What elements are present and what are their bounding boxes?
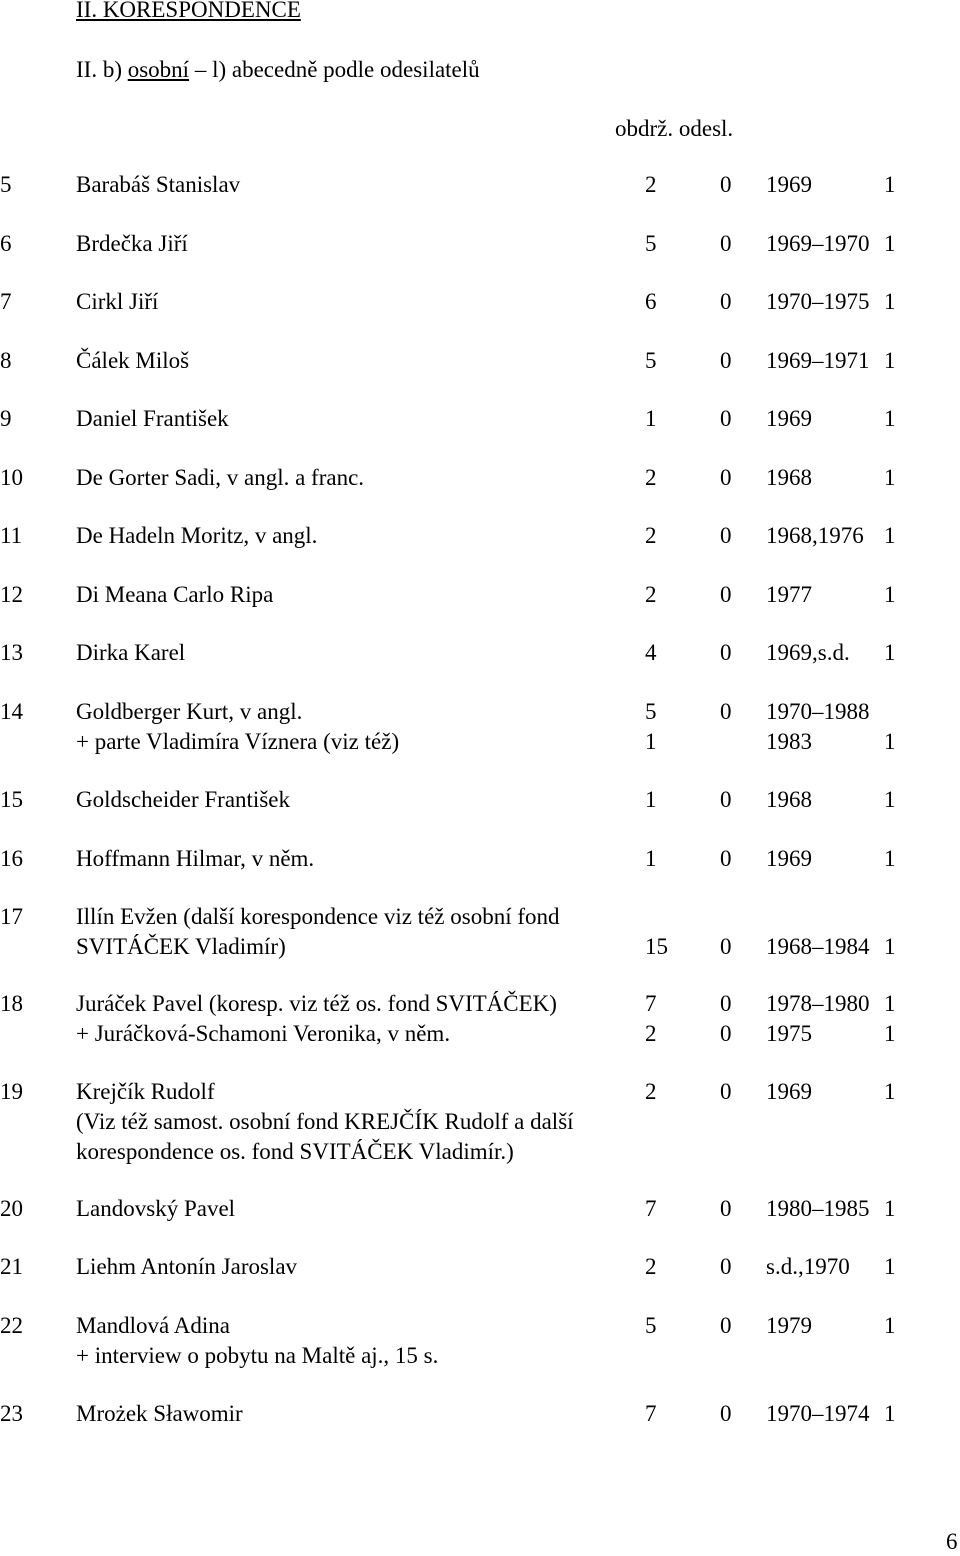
entry-number: 11 xyxy=(0,523,23,548)
sender-name: Mandlová Adina xyxy=(76,1313,230,1338)
sender-name-continued: (Viz též samost. osobní fond KREJČÍK Rudolf a další xyxy=(76,1109,574,1134)
sender-name: Hoffmann Hilmar, v něm. xyxy=(76,846,315,871)
sender-name: Juráček Pavel (koresp. viz též os. fond SVITÁČEK) xyxy=(76,991,557,1016)
sent-count: 0 xyxy=(720,465,732,490)
box-count: 1 xyxy=(884,348,896,373)
sent-count: 0 xyxy=(720,640,732,665)
sender-name: Illín Evžen (další korespondence viz též osobní fond xyxy=(76,904,560,929)
box-count: 1 xyxy=(884,991,896,1016)
box-count: 1 xyxy=(884,1313,896,1338)
subsection-type: osobní xyxy=(127,57,190,82)
received-count: 5 xyxy=(645,699,657,724)
year-range: 1968 xyxy=(766,465,812,490)
year-range: 1969 xyxy=(766,406,812,431)
entry-number: 14 xyxy=(0,699,23,724)
section-title: II. KORESPONDENCE xyxy=(76,0,301,22)
page-number: 6 xyxy=(946,1529,958,1554)
year-range: 1978–1980 xyxy=(766,991,870,1016)
sender-name-continued: + Juráčková-Schamoni Veronika, v něm. xyxy=(76,1021,451,1046)
sent-count: 0 xyxy=(720,231,732,256)
col-sent-header: odesl. xyxy=(678,116,734,141)
year-range: 1970–1975 xyxy=(766,289,870,314)
box-count: 1 xyxy=(884,289,896,314)
received-count: 15 xyxy=(645,934,668,959)
sent-count: 0 xyxy=(720,787,732,812)
column-headers xyxy=(615,115,733,143)
box-count: 1 xyxy=(884,1401,896,1426)
box-count: 1 xyxy=(884,934,896,959)
sender-name: Landovský Pavel xyxy=(76,1196,236,1221)
received-count: 7 xyxy=(645,1196,657,1221)
entry-number: 18 xyxy=(0,991,23,1016)
sender-name: De Hadeln Moritz, v angl. xyxy=(76,523,318,548)
received-count: 2 xyxy=(645,465,657,490)
received-count: 5 xyxy=(645,1313,657,1338)
received-count: 1 xyxy=(645,787,657,812)
entry-number: 6 xyxy=(0,231,12,256)
sender-name: Dirka Karel xyxy=(76,640,186,665)
year-range: 1970–1974 xyxy=(766,1401,870,1426)
entry-number: 20 xyxy=(0,1196,23,1221)
box-count: 1 xyxy=(884,465,896,490)
sender-name: Krejčík Rudolf xyxy=(76,1079,215,1104)
sent-count: 0 xyxy=(720,991,732,1016)
sent-count: 0 xyxy=(720,934,732,959)
box-count: 1 xyxy=(884,1196,896,1221)
year-range: s.d.,1970 xyxy=(766,1254,850,1279)
received-count: 2 xyxy=(645,523,657,548)
sent-count: 0 xyxy=(720,348,732,373)
entry-number: 16 xyxy=(0,846,23,871)
box-count: 1 xyxy=(884,787,896,812)
year-range: 1979 xyxy=(766,1313,812,1338)
entry-number: 17 xyxy=(0,904,23,929)
box-count: 1 xyxy=(884,231,896,256)
entry-number: 10 xyxy=(0,465,23,490)
received-count: 7 xyxy=(645,1401,657,1426)
year-range: 1969 xyxy=(766,846,812,871)
sender-name: Barabáš Stanislav xyxy=(76,172,241,197)
received-count: 5 xyxy=(645,348,657,373)
sent-count: 0 xyxy=(720,1079,732,1104)
year-range: 1975 xyxy=(766,1021,812,1046)
sender-name: Goldberger Kurt, v angl. xyxy=(76,699,303,724)
sender-name: Goldscheider František xyxy=(76,787,290,812)
year-range: 1977 xyxy=(766,582,812,607)
subsection-heading xyxy=(76,56,480,84)
sender-name: Brdečka Jiří xyxy=(76,231,188,256)
year-range: 1968–1984 xyxy=(766,934,870,959)
sender-name-continued: SVITÁČEK Vladimír) xyxy=(76,934,286,959)
sender-name-continued: korespondence os. fond SVITÁČEK Vladimír.) xyxy=(76,1139,514,1164)
sender-name: Čálek Miloš xyxy=(76,348,190,373)
sent-count: 0 xyxy=(720,1196,732,1221)
sender-name: Liehm Antonín Jaroslav xyxy=(76,1254,298,1279)
received-count: 1 xyxy=(645,846,657,871)
sent-count: 0 xyxy=(720,1254,732,1279)
sender-name: Daniel František xyxy=(76,406,229,431)
sent-count: 0 xyxy=(720,406,732,431)
year-range: 1969,s.d. xyxy=(766,640,850,665)
sent-count: 0 xyxy=(720,523,732,548)
sender-name-continued: + interview o pobytu na Maltě aj., 15 s. xyxy=(76,1343,439,1368)
box-count: 1 xyxy=(884,1021,896,1046)
entry-number: 13 xyxy=(0,640,23,665)
col-received-header: obdrž. xyxy=(615,116,674,141)
sender-name: Di Meana Carlo Ripa xyxy=(76,582,274,607)
entry-number: 12 xyxy=(0,582,23,607)
box-count: 1 xyxy=(884,523,896,548)
sent-count: 0 xyxy=(720,1401,732,1426)
year-range: 1969 xyxy=(766,1079,812,1104)
received-count: 4 xyxy=(645,640,657,665)
received-count: 7 xyxy=(645,991,657,1016)
sent-count: 0 xyxy=(720,172,732,197)
received-count: 1 xyxy=(645,729,657,754)
box-count: 1 xyxy=(884,846,896,871)
entry-number: 22 xyxy=(0,1313,23,1338)
box-count: 1 xyxy=(884,729,896,754)
received-count: 1 xyxy=(645,406,657,431)
sender-name: Cirkl Jiří xyxy=(76,289,159,314)
year-range: 1970–1988 xyxy=(766,699,870,724)
subsection-prefix: II. b) xyxy=(76,57,122,82)
entry-number: 21 xyxy=(0,1254,23,1279)
box-count: 1 xyxy=(884,1079,896,1104)
entry-number: 8 xyxy=(0,348,12,373)
entry-number: 5 xyxy=(0,172,12,197)
received-count: 2 xyxy=(645,582,657,607)
received-count: 2 xyxy=(645,1079,657,1104)
sent-count: 0 xyxy=(720,846,732,871)
sender-name: Mrożek Sławomir xyxy=(76,1401,243,1426)
box-count: 1 xyxy=(884,172,896,197)
received-count: 2 xyxy=(645,172,657,197)
received-count: 6 xyxy=(645,289,657,314)
year-range: 1969–1971 xyxy=(766,348,870,373)
sent-count: 0 xyxy=(720,289,732,314)
received-count: 2 xyxy=(645,1021,657,1046)
sent-count: 0 xyxy=(720,1313,732,1338)
subsection-rest: – l) abecedně podle odesilatelů xyxy=(194,57,480,82)
entry-number: 7 xyxy=(0,289,12,314)
sent-count: 0 xyxy=(720,582,732,607)
year-range: 1969 xyxy=(766,172,812,197)
box-count: 1 xyxy=(884,640,896,665)
received-count: 2 xyxy=(645,1254,657,1279)
entry-number: 15 xyxy=(0,787,23,812)
year-range: 1983 xyxy=(766,729,812,754)
sent-count: 0 xyxy=(720,699,732,724)
year-range: 1980–1985 xyxy=(766,1196,870,1221)
box-count: 1 xyxy=(884,582,896,607)
received-count: 5 xyxy=(645,231,657,256)
sender-name-continued: + parte Vladimíra Víznera (viz též) xyxy=(76,729,400,754)
box-count: 1 xyxy=(884,406,896,431)
year-range: 1968 xyxy=(766,787,812,812)
sent-count: 0 xyxy=(720,1021,732,1046)
entry-number: 23 xyxy=(0,1401,23,1426)
entry-number: 9 xyxy=(0,406,12,431)
box-count: 1 xyxy=(884,1254,896,1279)
entry-number: 19 xyxy=(0,1079,23,1104)
year-range: 1969–1970 xyxy=(766,231,870,256)
year-range: 1968,1976 xyxy=(766,523,864,548)
sender-name: De Gorter Sadi, v angl. a franc. xyxy=(76,465,365,490)
